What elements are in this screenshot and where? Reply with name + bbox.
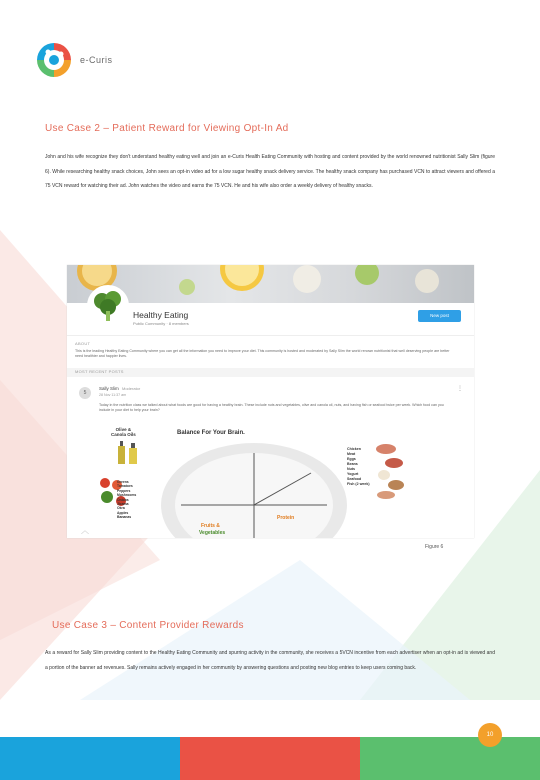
post-author: Sally Slim <box>99 386 119 391</box>
about-text: This is the leading Healthy Eating Community where you can get all the information you need to improve your diet. This community is hosted and moderated by Sally Slim the world renown nutritionist that well deserving people are better need healthier and happier lives. <box>75 349 450 358</box>
plate-label-protein: Protein <box>277 515 295 521</box>
right-food-item: Chicken <box>347 447 361 451</box>
left-food-item: Jicama <box>117 502 129 507</box>
about-label: ABOUT <box>75 341 91 346</box>
logo-text: e-Curis <box>80 55 113 65</box>
left-food-item: Tomatoes <box>117 484 133 489</box>
left-food-list <box>117 480 136 520</box>
protein-foods-icon <box>372 441 412 501</box>
healthy-eating-screenshot <box>67 265 474 538</box>
left-food-item: Okra <box>117 506 125 511</box>
right-food-item: Meat <box>347 452 356 456</box>
right-food-item: Yogurt <box>347 472 359 476</box>
post-card <box>67 377 474 538</box>
post-role: Moderator <box>122 386 141 391</box>
post-menu-icon[interactable]: ⋮ <box>457 386 463 392</box>
chart-title: Balance For Your Brain. <box>177 430 245 436</box>
left-labels <box>111 427 136 437</box>
community-avatar <box>87 285 129 327</box>
use-case-3-body: As a reward for Sally Slim providing content to the Healthy Eating Community and spurring activity in the community, she receives a 5VCN incentive from each advertiser when an opt-in ad is viewed and a portion of the banner ad revenues. Sally remains actively engaged in her community by answering questions and posting new blog entries to keep users coming back. <box>45 650 495 671</box>
figure-caption: Figure 6 <box>425 544 444 550</box>
use-case-2-title: Use Case 2 – Patient Reward for Viewing Opt-In Ad <box>45 123 289 134</box>
plate-graphic <box>161 443 347 538</box>
plate-label-vegetables: Vegetables <box>199 530 226 536</box>
right-food-item: Eggs <box>347 457 356 461</box>
community-banner <box>67 265 474 303</box>
left-food-item: Apples <box>117 510 129 515</box>
ecuris-logo-icon <box>34 40 74 80</box>
recent-posts-label: MOST RECENT POSTS <box>75 369 124 374</box>
broccoli-icon <box>89 287 127 325</box>
post-date: 28 Nov 11:37 am <box>99 393 127 397</box>
right-food-list <box>347 447 370 487</box>
new-post-button[interactable]: New post <box>418 310 461 322</box>
plate-divider <box>161 443 347 538</box>
footer-bar-green <box>360 737 540 780</box>
left-food-item: Greens <box>117 480 129 484</box>
right-food-item: Beans <box>347 462 358 466</box>
left-food-item: Mushrooms <box>117 493 137 498</box>
right-food-item: Nuts <box>347 467 355 471</box>
community-title: Healthy Eating <box>133 310 189 320</box>
plate-label-fruits: Fruits & <box>201 523 220 529</box>
left-label-1: Olive & <box>115 427 132 432</box>
left-food-item: Bananas <box>117 515 132 520</box>
left-food-item: Onions <box>117 497 129 502</box>
oil-bottle-icon <box>115 440 145 466</box>
scroll-up-icon[interactable]: ︿ <box>81 526 89 535</box>
footer-bar-blue <box>0 737 180 780</box>
use-case-2-body: John and his wife recognize they don't understand healthy eating well and join an e-Curis Health Eating Community with hosting and content provided by the world renowned nutritionist Sally Slim (figure 6). While researching healthy snack choices, John sees an opt-in video ad for a low sugar healthy snack delivery service. The healthy snack company has purchased VCN to attract viewers and offered a 75 VCN reward for watching their ad. John watches the video and earns the 75 VCN. He and his wife also order a weekly delivery of healthy snacks. <box>45 154 495 190</box>
right-food-item: Seafood <box>347 477 362 481</box>
right-food-item: Fish (2 week) <box>347 482 370 486</box>
post-text: Today in the nutrition class we talked about what foods are good for having a healthy brain. These include nuts and vegetables, olive and canola oil, nuts, and having fish or seafood twice per week. Which food can you include in your diet to help your brain? <box>99 403 444 412</box>
about-section <box>67 335 474 368</box>
footer-bar-red <box>180 737 360 780</box>
left-label-2: Canola Oils <box>111 432 136 437</box>
page-number-badge: 10 <box>478 723 502 747</box>
use-case-3-title: Use Case 3 – Content Provider Rewards <box>52 620 244 631</box>
post-vote-count: 5 <box>79 387 91 399</box>
left-food-item: Peppers <box>117 488 131 493</box>
banner-food-image <box>67 265 474 303</box>
community-subtitle: Public Community · 8 members <box>133 321 189 326</box>
